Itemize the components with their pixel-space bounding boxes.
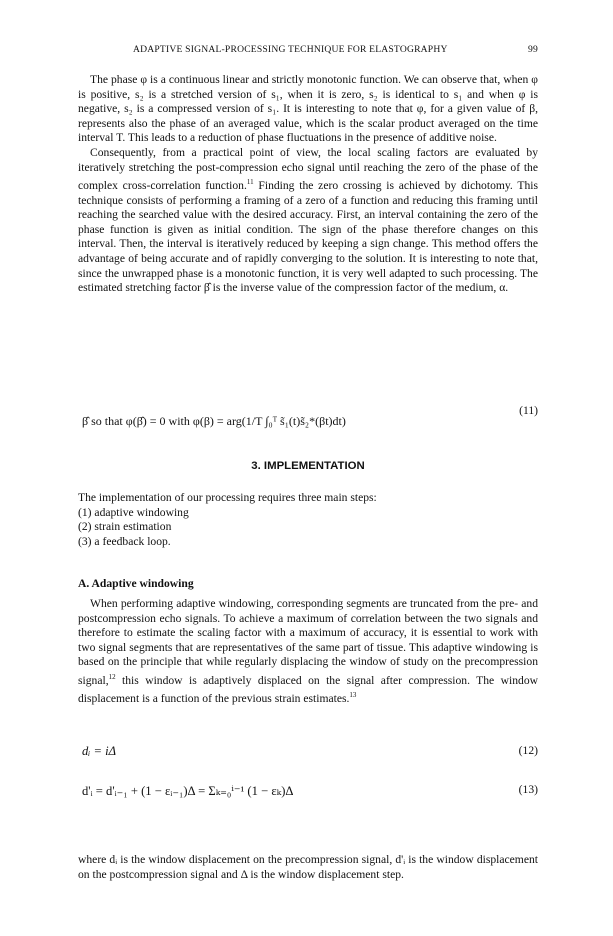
equation-12 [78, 744, 538, 759]
equation-11-number: (11) [519, 404, 538, 417]
implementation-steps [78, 491, 538, 549]
paragraph-dichotomy: Consequently, from a practical point of view, the local scaling factors are evaluated by iteratively stretching the post-compression echo signal until reaching the zero of the phase of the complex cross-correlation function.$^{11}$ Finding the zero crossing is achieved by dichotomy. This technique consists of performing a framing of a zero of a function and reducing this framing until reaching the searched value with the desired accuracy. First, an interval containing the zero of the phase function is given as initial condition. The sign of the phase therefore changes on this interval. Then, the interval is iteratively reduced by keeping a sign change. This method offers the advantage of being accurate and of rapidly converging to the solution. It is interesting to note that, since the unwrapped phase is a monotonic function, it is very well adapted to such processing. The estimated stretching factor β̂ is the inverse value of the compression factor of the medium, α. [78, 145, 538, 295]
page-number: 99 [528, 44, 538, 55]
reference-mark: 12 [108, 672, 116, 681]
step-item: (1) adaptive windowing [78, 505, 189, 519]
reference-mark: 13 [349, 691, 357, 700]
equation-13-body: d'ᵢ = d'ᵢ₋₁ + (1 − εᵢ₋₁)Δ = Σₖ₌₀ⁱ⁻¹ (1 − εₖ)Δ [82, 784, 294, 798]
section-title: 3. IMPLEMENTATION [251, 460, 365, 472]
paragraph-where: where dᵢ is the window displacement on the precompression signal, d'ᵢ is the window displacement on the postcompression signal and Δ is the window displacement step. [78, 853, 538, 881]
running-title: ADAPTIVE SIGNAL-PROCESSING TECHNIQUE FOR ELASTOGRAPHY [133, 44, 448, 55]
step-item: (3) a feedback loop. [78, 534, 171, 548]
step-item: (2) strain estimation [78, 520, 172, 534]
paragraph-phase: The phase φ is a continuous linear and strictly monotonic function. We can observe that, when φ is positive, s₂ is a stretched version of s₁, when it is zero, s₂ is identical to s₁ and when φ is negative, s₂ is a compressed version of s₁. It is interesting to note that φ, for a given value of β, represents also the phase of an averaged value, which is the scalar product averaged on the time interval T. This leads to a reduction of phase fluctuations in the presence of additive noise. [78, 73, 538, 145]
paragraph-adaptive-windowing: When performing adaptive windowing, corresponding segments are truncated from the pre- and postcompression echo signals. To achieve a maximum of correlation between the two signals and therefore to estimate the scaling factor with a maximum of accuracy, it is essential to work with two signal segments that are representatives of the same part of tissue. This adaptive windowing is based on the principle that while regularly displacing the window of study on the precompression signal,$^{12}$ this window is adaptively displaced on the signal after compression. The window displacement is a function of the previous strain estimates.$^{13}$ [78, 597, 538, 706]
equation-13-number: (13) [518, 783, 538, 796]
subsection-title: A. Adaptive windowing [78, 577, 194, 590]
implementation-intro: The implementation of our processing requires three main steps: [78, 491, 377, 504]
equation-11 [78, 404, 538, 429]
body-text-top [78, 73, 538, 296]
equation-13 [78, 783, 538, 799]
equation-11-body: β̂ so that φ(β̂) = 0 with φ(β) = arg(1/T ∫₀ᵀ s̃₁(t)s̃₂*(βt)dt) [82, 414, 346, 428]
reference-mark: 11 [246, 178, 254, 187]
equation-12-body: dᵢ = iΔ [82, 744, 116, 758]
equation-12-number: (12) [518, 744, 538, 757]
